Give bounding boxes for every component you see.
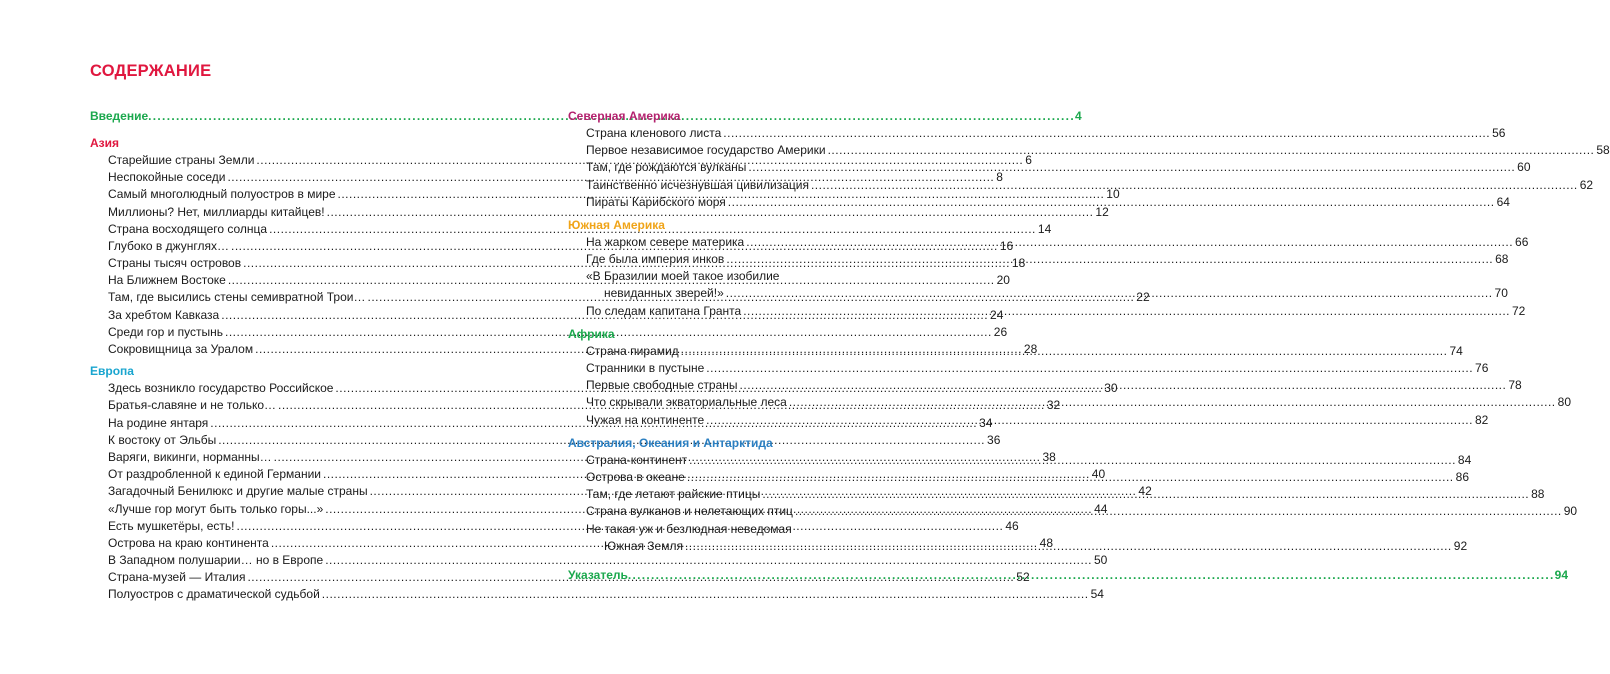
entry-title: От раздробленной к единой Германии: [108, 467, 321, 482]
entry-title-line2: Южная Земля: [604, 538, 683, 553]
entry-title: Страна восходящего солнца: [108, 221, 268, 236]
entry-page: 50: [1093, 553, 1108, 568]
entry-title: Страна вулканов и нелетающих птиц: [586, 504, 793, 519]
toc-entry[interactable]: [568, 360, 1489, 377]
entry-page: 34: [979, 415, 993, 430]
leader-dots: [748, 159, 1515, 176]
entry-page: 24: [990, 307, 1004, 322]
section-header-africa: Африка: [568, 326, 615, 341]
leader-dots: [685, 538, 1452, 555]
leader-dots: [828, 142, 1595, 159]
entry-page: 30: [1104, 381, 1118, 396]
entry-page: 70: [1494, 286, 1508, 301]
leader-dots: [728, 194, 1495, 211]
leader-dots: [740, 377, 1507, 394]
entry-page: 76: [1475, 361, 1489, 376]
leader-dots: [322, 586, 1089, 603]
leader-dots: [706, 360, 1473, 377]
entry-title: Сокровищница за Уралом: [108, 342, 254, 357]
entry-title: Старейшие страны Земли: [108, 152, 255, 167]
entry-page: 28: [1023, 342, 1038, 357]
entry-page: 38: [1042, 449, 1056, 464]
entry-title: По следам капитана Гранта: [586, 303, 742, 318]
section-header-europe: Европа: [90, 364, 134, 379]
entry-title: Первые свободные страны: [586, 378, 738, 393]
leader-dots: [706, 412, 1473, 429]
entry-page: 58: [1596, 143, 1610, 158]
entry-page: 26: [993, 324, 1008, 339]
leader-dots: [687, 469, 1454, 486]
leader-dots: [689, 452, 1456, 469]
leader-dots: [746, 234, 1513, 251]
entry-title: Чужая на континенте: [586, 412, 705, 427]
entry-title: Полуостров с драматической судьбой: [108, 587, 320, 602]
entry-title: Острова на краю континента: [108, 535, 269, 550]
section-header-south-america: Южная Америка: [568, 217, 665, 232]
entry-title: На жарком севере материка: [586, 234, 745, 249]
intro-label: Введение: [90, 109, 149, 123]
entry-page: 44: [1094, 501, 1108, 516]
entry-page: 92: [1453, 538, 1468, 553]
entry-title: Среди гор и пустынь: [108, 324, 223, 339]
entry-title: Варяги, викинги, норманны…: [108, 449, 272, 464]
entry-title: Страны тысяч островов: [108, 256, 242, 271]
entry-page: 8: [996, 170, 1003, 185]
entry-page: 46: [1005, 518, 1019, 533]
entry-page: 62: [1579, 177, 1594, 192]
page-title: СОДЕРЖАНИЕ: [90, 62, 212, 80]
entry-title: В Западном полушарии… но в Европе: [108, 553, 324, 568]
entry-title: Острова в океане: [586, 469, 685, 484]
entry-title-line1: Не такая уж и безлюдная неведомая: [586, 521, 792, 536]
entry-title: Есть мушкетёры, есть!: [108, 518, 235, 533]
entry-title: К востоку от Эльбы: [108, 432, 217, 447]
leader-dots: [628, 567, 1555, 584]
section-header-asia: Азия: [90, 136, 120, 150]
entry-title: Первое независимое государство Америки: [586, 143, 826, 158]
toc-entry[interactable]: [568, 177, 1594, 194]
entry-page: 18: [1011, 256, 1026, 271]
entry-page: 40: [1091, 467, 1106, 482]
leader-dots: [723, 125, 1490, 142]
entry-title: Миллионы? Нет, миллиарды китайцев!: [108, 204, 325, 219]
toc-entry[interactable]: [90, 204, 1109, 221]
entry-title-line2: невиданных зверей!»: [604, 286, 724, 301]
leader-dots: [795, 503, 1562, 520]
entry-page: 22: [1136, 290, 1150, 305]
toc-entry[interactable]: [568, 125, 1506, 142]
entry-page: 12: [1095, 204, 1109, 219]
entry-page: 66: [1515, 234, 1529, 249]
toc-entry[interactable]: [568, 142, 1610, 159]
entry-page: 14: [1037, 221, 1052, 236]
entry-title: «Лучше гор могут быть только горы...»: [108, 501, 324, 516]
entry-page: 36: [987, 432, 1001, 447]
entry-page: 56: [1492, 125, 1506, 140]
entry-title: Странники в пустыне: [586, 361, 705, 376]
entry-page: 90: [1563, 504, 1578, 519]
entry-page: 68: [1495, 252, 1509, 267]
entry-page: 74: [1449, 343, 1463, 358]
entry-page: 60: [1517, 160, 1531, 175]
entry-title: Там, где летают райские птицы: [586, 487, 761, 502]
entry-page: 88: [1531, 487, 1545, 502]
leader-dots: [743, 303, 1510, 320]
entry-title: За хребтом Кавказа: [108, 307, 220, 322]
leader-dots: [681, 343, 1448, 360]
entry-title: Где была империя инков: [586, 252, 725, 267]
entry-title: Там, где рождаются вулканы: [586, 160, 747, 175]
leader-dots: [726, 285, 1493, 302]
leader-dots: [726, 251, 1493, 268]
entry-title: Братья-славяне и не только…: [108, 398, 277, 413]
entry-page: 32: [1046, 398, 1061, 413]
entry-title: Страна пирамид: [586, 343, 679, 358]
entry-page: 48: [1039, 535, 1053, 550]
entry-title: Страна кленового листа: [586, 125, 722, 140]
entry-page: 6: [1025, 152, 1032, 167]
leader-dots: [811, 177, 1578, 194]
entry-page: 86: [1455, 469, 1469, 484]
index-page: 94: [1554, 567, 1569, 582]
leader-dots: [789, 394, 1556, 411]
entry-page: 42: [1138, 484, 1152, 499]
toc-entry[interactable]: [90, 552, 1108, 569]
entry-title-line1: «В Бразилии моей такое изобилие: [586, 269, 780, 284]
entry-title: Пираты Карибского моря: [586, 194, 726, 209]
entry-title: Что скрывали экваториальные леса: [586, 395, 787, 410]
index-label: Указатель: [568, 567, 628, 582]
leader-dots: [762, 486, 1529, 503]
entry-page: 72: [1512, 303, 1526, 318]
entry-title: На родине янтаря: [108, 415, 209, 430]
entry-title: Там, где высились стены семивратной Трои…: [108, 290, 366, 305]
entry-page: 54: [1090, 587, 1104, 602]
intro-page: 4: [1074, 109, 1082, 123]
entry-title: Загадочный Бенилюкс и другие малые страны: [108, 484, 368, 499]
entry-page: 10: [1106, 187, 1120, 202]
entry-title: На Ближнем Востоке: [108, 273, 226, 288]
entry-title: Здесь возникло государство Российское: [108, 381, 334, 396]
entry-title: Неспокойные соседи: [108, 170, 226, 185]
toc-entry[interactable]: [568, 159, 1531, 176]
entry-page: 20: [996, 273, 1010, 288]
entry-page: 64: [1496, 194, 1510, 209]
section-header-north-america: Северная Америка: [568, 109, 681, 123]
entry-page: 82: [1474, 412, 1489, 427]
toc-entry[interactable]: [90, 587, 1104, 604]
entry-page: 52: [1016, 570, 1030, 585]
entry-page: 16: [999, 238, 1014, 253]
entry-title: Страна-континент: [586, 452, 688, 467]
entry-page: 78: [1508, 378, 1522, 393]
section-header-australia: Австралия, Океания и Антарктида: [568, 435, 773, 450]
entry-page: 80: [1557, 395, 1571, 410]
entry-title: Глубоко в джунглях…: [108, 238, 230, 253]
entry-title: Самый многолюдный полуостров в мире: [108, 187, 336, 202]
entry-title: Страна-музей — Италия: [108, 570, 246, 585]
entry-page: 84: [1457, 452, 1472, 467]
entry-title: Таинственно исчезнувшая цивилизация: [586, 177, 809, 192]
